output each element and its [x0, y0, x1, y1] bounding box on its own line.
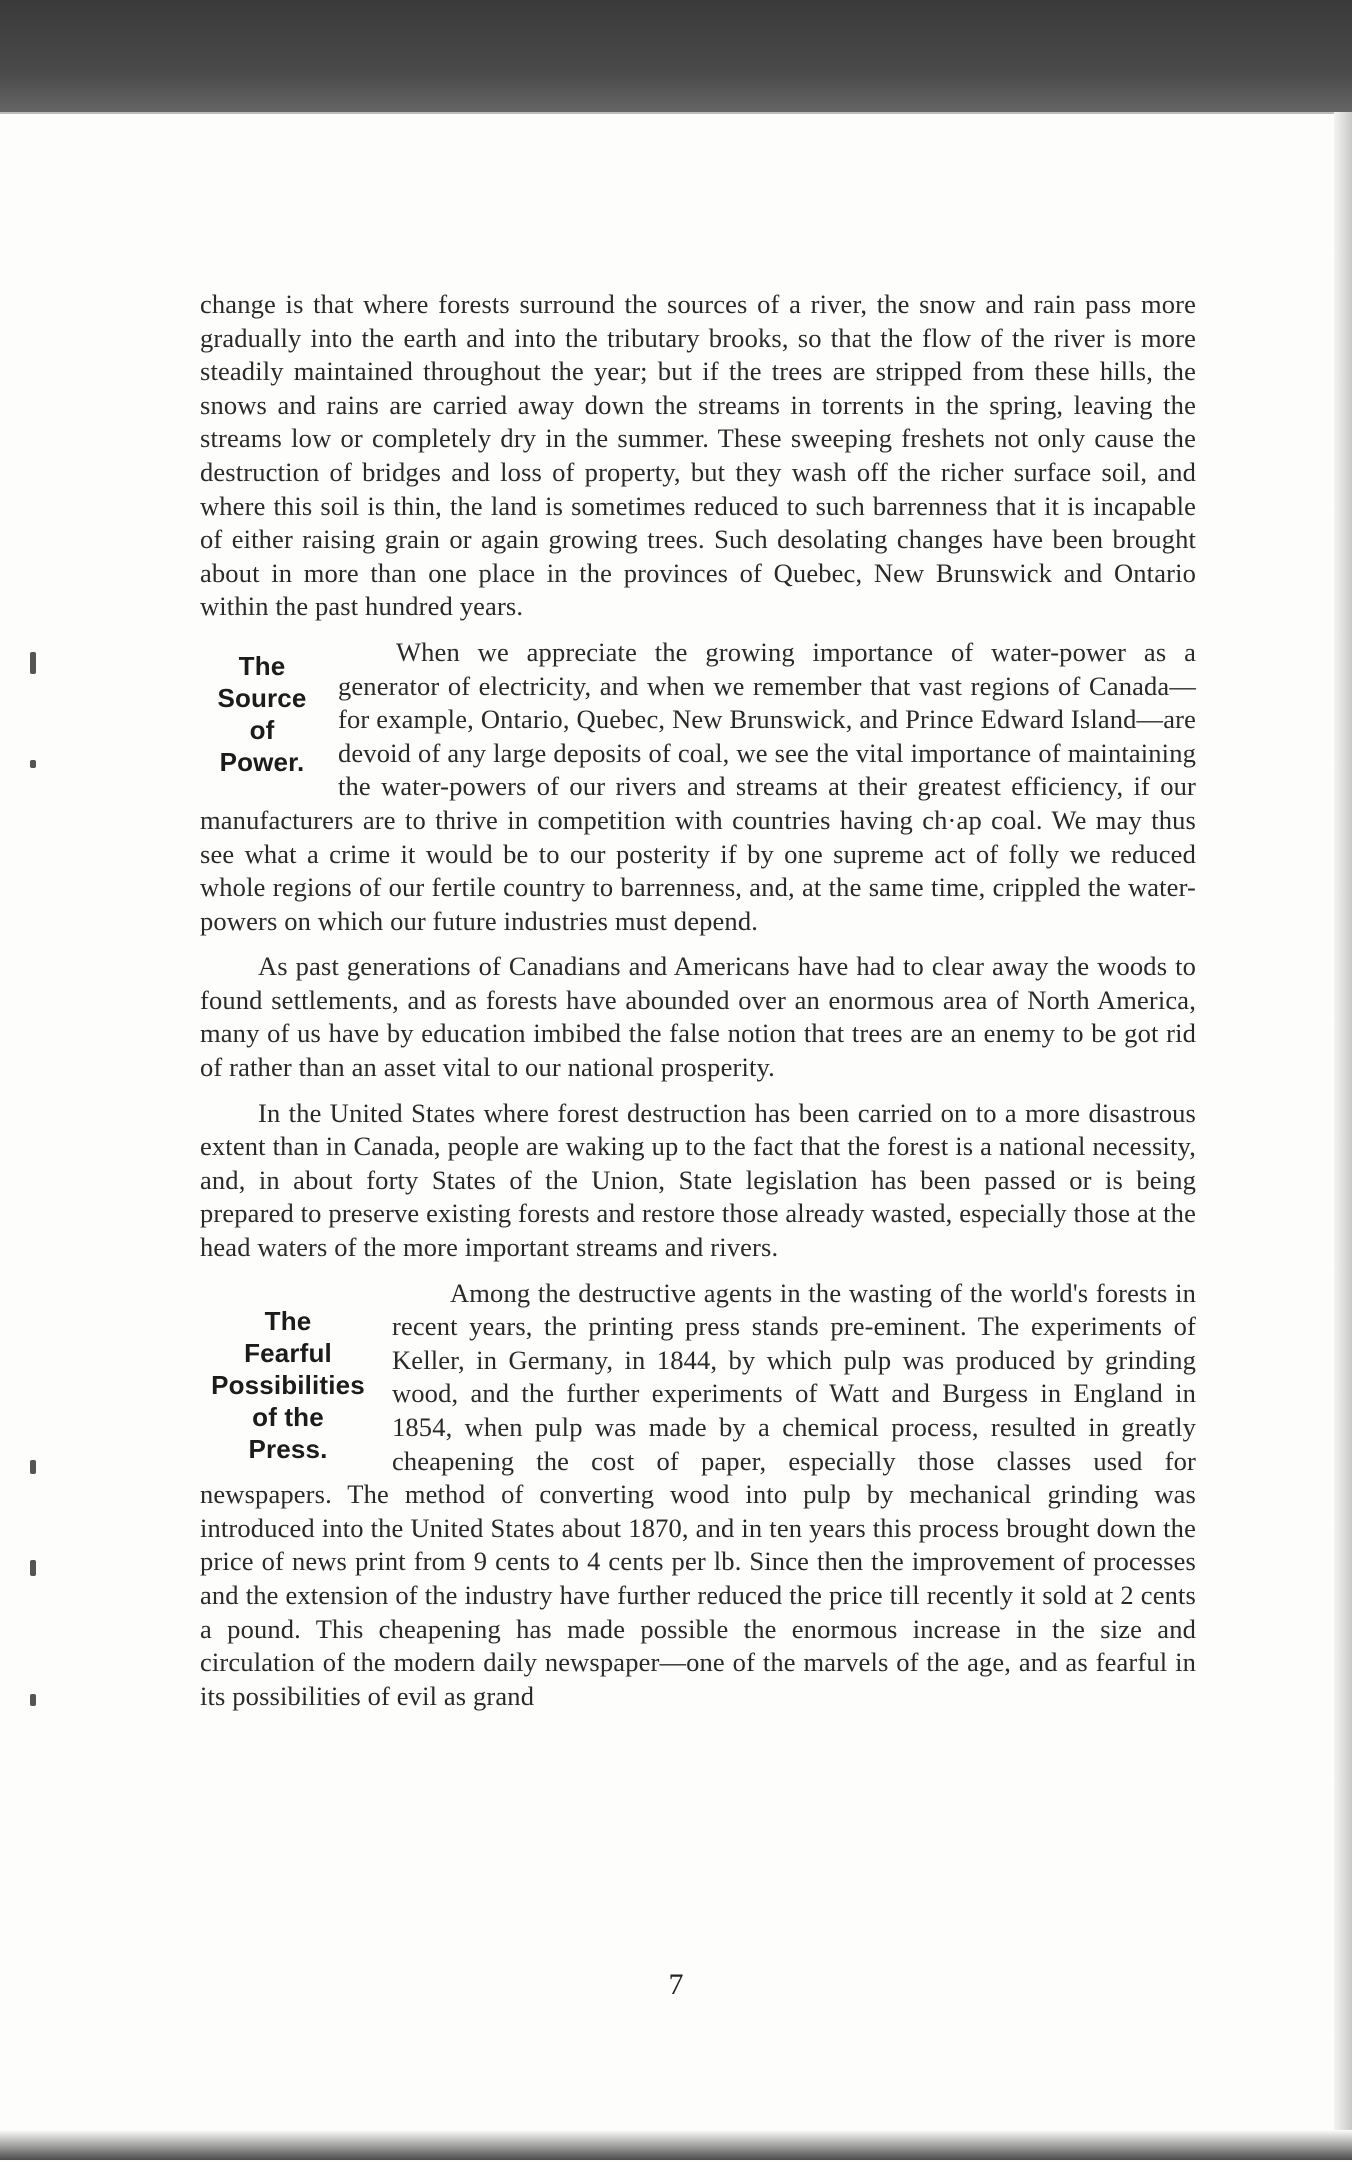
side-heading-line: The	[238, 650, 286, 681]
section-fearful-possibilities	[200, 1277, 1196, 1714]
binding-mark	[30, 1560, 36, 1576]
side-heading-line: Fearful	[244, 1337, 332, 1368]
paragraph: Among the destructive agents in the wasting of the world's forests in recent years, the printing press stands pre-eminent. The experiments of Keller, in Germany, in 1844, by which pulp was produced by grinding wood, and the further experiments of Watt and Burgess in England in 1854, when pulp was made by a chemical process, resulted in greatly cheapening the cost of paper, especially those classes used for newspapers. The method of converting wood into pulp by mechanical grinding was introduced into the United States about 1870, and in ten years this process brought down the price of news print from 9 cents to 4 cents per lb. Since then the improvement of processes and the extension of the industry have further reduced the price till recently it sold at 2 cents a pound. This cheapening has made possible the enormous increase in the size and circulation of the modern daily newspaper—one of the marvels of the age, and as fearful in its possibilities of evil as grand	[200, 1277, 1196, 1711]
side-heading	[200, 650, 324, 778]
side-heading-line: of the	[252, 1401, 324, 1432]
page-number: 7	[668, 1968, 684, 2001]
binding-mark	[30, 1460, 36, 1474]
paragraph: When we appreciate the growing importance of water-power as a generator of electricity, and when we remember that vast regions of Canada—for example, Ontario, Quebec, New Brunswick, and Prince Edward Island—are devoid of any large deposits of coal, we see the vital importance of maintaining the water-powers of our rivers and streams at their greatest efficiency, if our manufacturers are to thrive in competition with countries having ch·ap coal. We may thus see what a crime it would be to our posterity if by one supreme act of folly we reduced whole regions of our fertile country to barrenness, and, at the same time, crippled the water-powers on which our future industries must depend.	[200, 636, 1196, 936]
side-heading	[200, 1305, 376, 1465]
scan-background-top	[0, 0, 1352, 120]
paragraph: In the United States where forest destruction has been carried on to a more disastrous extent than in Canada, people are waking up to the fact that the forest is a national necessity, and, in about forty States of the Union, State legislation has been passed or is being prepared to preserve existing forests and restore those already wasted, especially those at the head waters of the more important streams and rivers.	[200, 1097, 1196, 1263]
section-source-of-power	[200, 636, 1196, 938]
side-heading-line: Power.	[219, 746, 305, 777]
paragraph: As past generations of Canadians and Americans have had to clear away the woods to found settlements, and as forests have abounded over an enormous area of North America, many of us have by education imbibed the false notion that trees are an enemy to be got rid of rather than an asset vital to our national prosperity.	[200, 951, 1196, 1083]
binding-mark	[30, 1694, 36, 1706]
scan-background-bottom	[0, 2130, 1352, 2160]
page-edge-shadow	[1334, 112, 1352, 2160]
side-heading-line: Press.	[248, 1433, 328, 1464]
binding-mark	[30, 652, 36, 674]
side-heading-line: The	[264, 1305, 312, 1336]
binding-mark	[30, 760, 36, 768]
paragraph: change is that where forests surround the sources of a river, the snow and rain pass more gradually into the earth and into the tributary brooks, so that the flow of the river is more steadily maintained throughout the year; but if the trees are stripped from these hills, the snows and rains are carried away down the streams in torrents in the spring, leaving the streams low or completely dry in the summer. These sweeping freshets not only cause the destruction of bridges and loss of property, but they wash off the richer surface soil, and where this soil is thin, the land is sometimes reduced to such barrenness that it is incapable of either raising grain or again growing trees. Such desolating changes have been brought about in more than one place in the provinces of Quebec, New Brunswick and Ontario within the past hundred years.	[200, 289, 1196, 622]
side-heading-line: Possibilities	[211, 1369, 365, 1400]
side-heading-line: Source	[217, 682, 307, 713]
side-heading-line: of	[249, 714, 275, 745]
body-text	[200, 288, 1196, 1725]
